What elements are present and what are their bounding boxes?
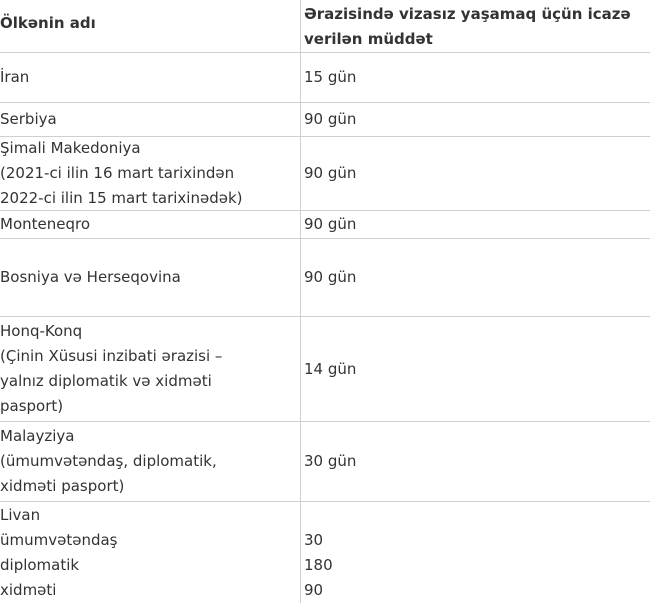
country-line: ümumvətəndaş [0, 530, 118, 549]
duration-line: 90 [304, 580, 324, 599]
country-line: (Çinin Xüsusi inzibati ərazisi – [0, 347, 223, 365]
country-cell [0, 317, 301, 421]
duration-cell [301, 317, 650, 421]
country-line: (2021-ci ilin 16 mart tarixindən [0, 164, 235, 182]
country-cell [0, 53, 301, 102]
country-name: Bosniya və Herseqovina [0, 268, 181, 286]
duration-value: 14 gün [304, 359, 357, 378]
country-line: xidməti pasport) [0, 477, 125, 495]
country-name: Serbiya [0, 110, 57, 128]
header-duration [301, 0, 650, 52]
country-name [0, 424, 217, 499]
country-cell [0, 502, 301, 603]
duration-value: 15 gün [304, 68, 357, 86]
duration-value: 90 gün [304, 268, 357, 286]
table-header-row [0, 0, 650, 53]
country-line: pasport) [0, 397, 64, 415]
duration-cell [301, 53, 650, 102]
table-row [0, 317, 650, 422]
country-line: Honq-Konq [0, 322, 83, 340]
country-line: yalnız diplomatik və xidməti [0, 372, 212, 390]
duration-cell [301, 422, 650, 501]
table-row [0, 103, 650, 137]
duration-cell [301, 239, 650, 316]
table-row [0, 137, 650, 211]
duration-value: 90 gün [304, 164, 357, 182]
country-cell [0, 137, 301, 210]
country-name: Monteneqro [0, 215, 91, 233]
country-line: Malayziya [0, 427, 75, 445]
country-line: diplomatik [0, 555, 80, 574]
duration-value: 90 gün [304, 215, 357, 233]
duration-line [304, 503, 333, 528]
country-cell [0, 422, 301, 501]
table-row [0, 502, 650, 603]
duration-cell [301, 502, 650, 603]
header-country-label: Ölkənin adı [0, 14, 96, 32]
country-cell [0, 211, 301, 238]
country-cell [0, 239, 301, 316]
duration-line: 30 [304, 530, 324, 549]
duration-cell [301, 211, 650, 238]
duration-line: 180 [304, 555, 333, 574]
country-name [0, 136, 243, 211]
country-line: Şimali Makedoniya [0, 139, 141, 157]
country-name: İran [0, 68, 30, 86]
duration-value: 90 gün [304, 110, 357, 128]
table-row [0, 211, 650, 239]
country-line: (ümumvətəndaş, diplomatik, [0, 452, 217, 470]
country-line: Livan [0, 505, 41, 524]
table-row [0, 239, 650, 317]
country-cell [0, 103, 301, 136]
country-name [0, 319, 222, 419]
duration-cell [301, 137, 650, 210]
country-line: 2022-ci ilin 15 mart tarixinədək) [0, 189, 243, 207]
country-line: xidməti [0, 580, 57, 599]
duration-cell [301, 103, 650, 136]
table-row [0, 53, 650, 103]
country-name [0, 503, 118, 603]
table-row [0, 422, 650, 502]
duration-value: 30 gün [304, 452, 357, 470]
header-country [0, 0, 301, 52]
duration-values [304, 503, 333, 603]
header-duration-label: Ərazisində vizasız yaşamaq üçün icazə verilən müddət [304, 5, 631, 48]
